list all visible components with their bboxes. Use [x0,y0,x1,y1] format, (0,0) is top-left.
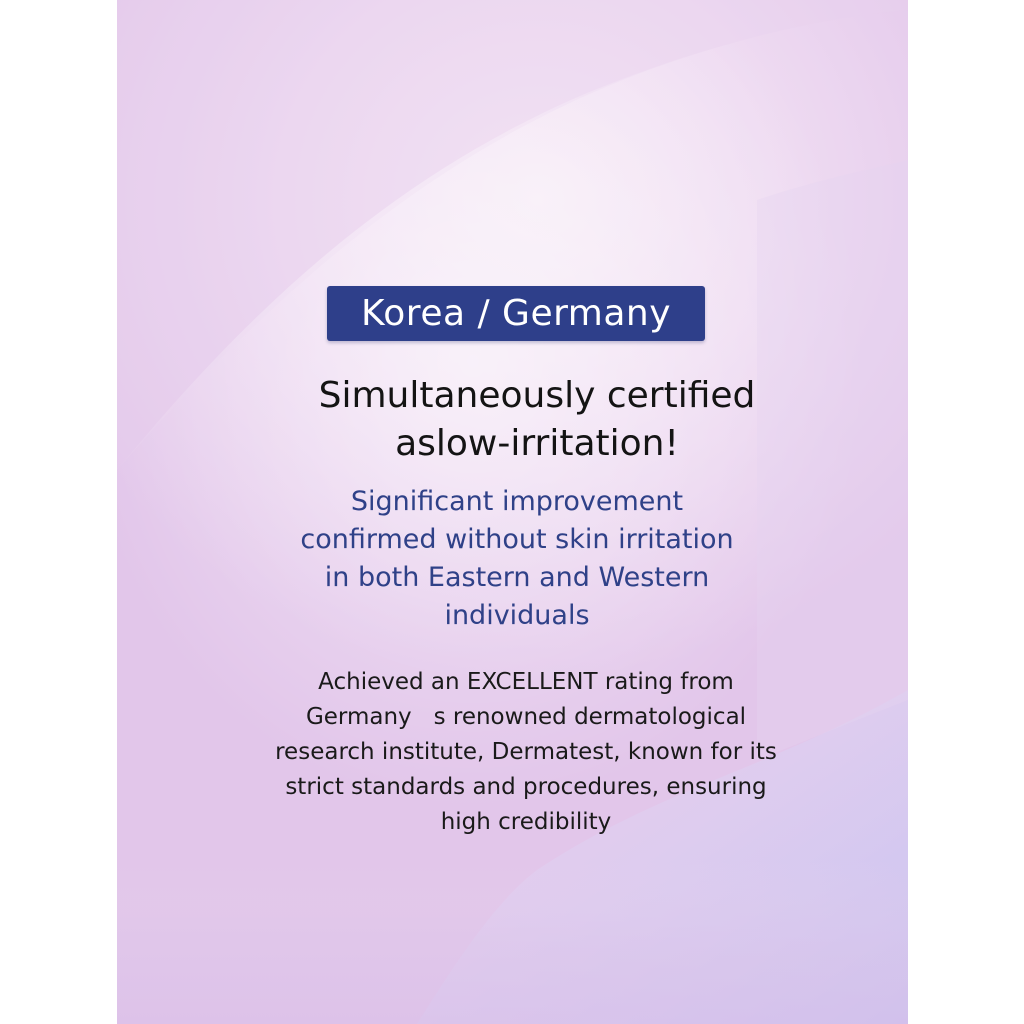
badge-label: Korea / Germany [360,293,672,334]
subheadline-line: individuals [444,600,590,631]
subheadline-line: confirmed without skin irritation [300,524,734,555]
headline [257,372,817,468]
body-line: high credibility [440,809,612,835]
body-line: Achieved an EXCELLENT rating from [318,669,734,695]
headline-line: Simultaneously certified [318,375,756,416]
bottom-fade [117,860,908,1024]
subheadline [267,483,767,635]
headline-line: aslow-irritation! [395,423,679,464]
promo-panel [117,0,908,1024]
subheadline-line: in both Eastern and Western [324,562,710,593]
body-paragraph [237,665,815,840]
body-line: research institute, Dermatest, known for its [275,739,777,765]
region-badge [327,286,705,341]
body-line: strict standards and procedures, ensuring [285,774,767,800]
subheadline-line: Significant improvement [350,486,684,517]
body-line: Germany s renowned dermatological [305,704,747,730]
